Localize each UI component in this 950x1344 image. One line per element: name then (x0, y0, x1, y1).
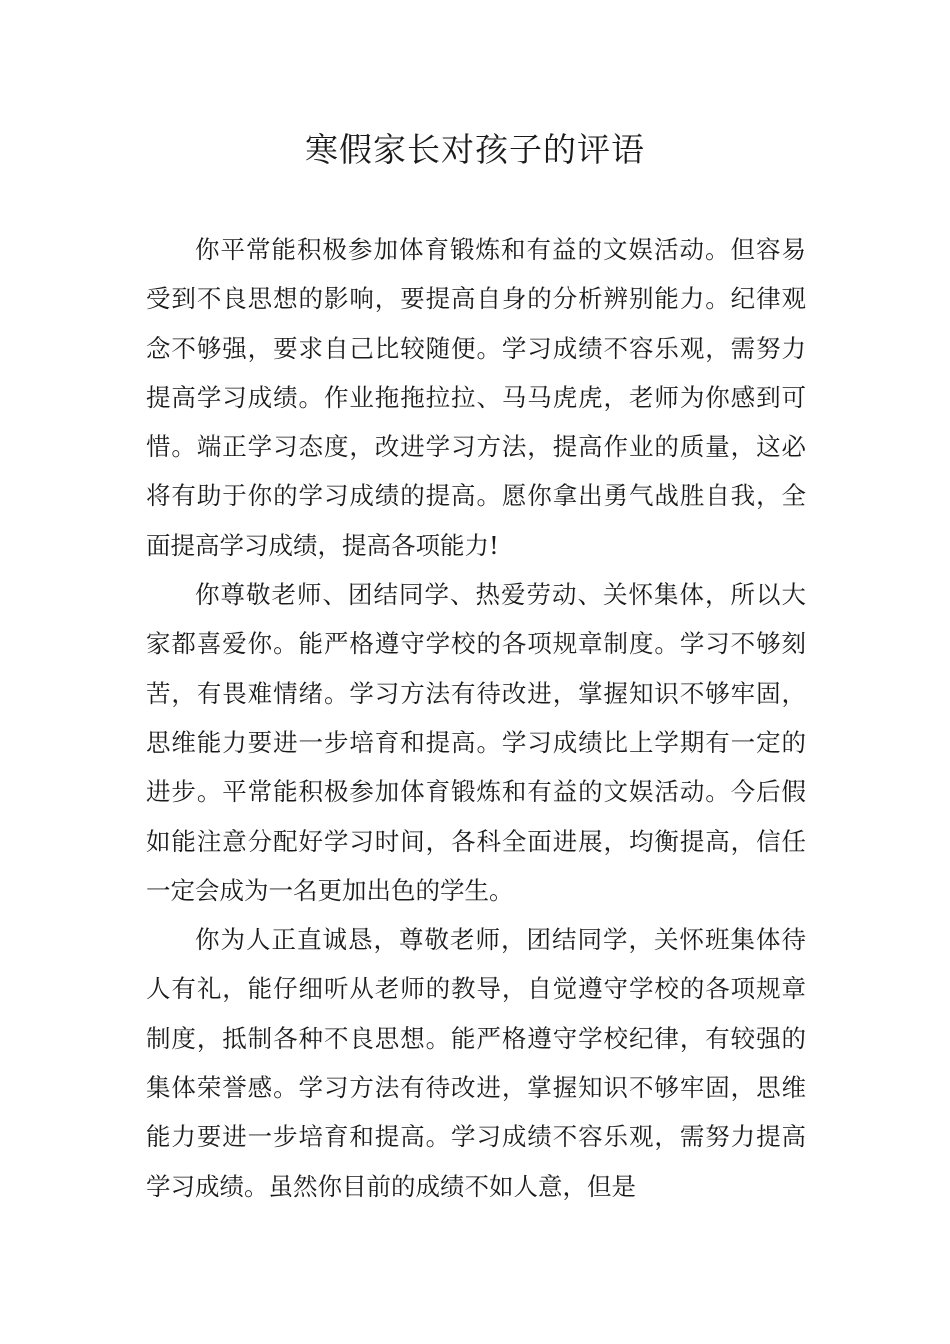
document-body (146, 225, 806, 1211)
paragraph-1: 你平常能积极参加体育锻炼和有益的文娱活动。但容易受到不良思想的影响，要提高自身的分析辨别能力。纪律观念不够强，要求自己比较随便。学习成绩不容乐观，需努力提高学习成绩。作业拖拖拉拉、马马虎虎，老师为你感到可惜。端正学习态度，改进学习方法，提高作业的质量，这必将有助于你的学习成绩的提高。愿你拿出勇气战胜自我，全面提高学习成绩，提高各项能力! (146, 235, 806, 560)
document-title: 寒假家长对孩子的评语 (305, 130, 645, 169)
paragraph-3: 你为人正直诚恳，尊敬老师，团结同学，关怀班集体待人有礼，能仔细听从老师的教导，自觉遵守学校的各项规章制度，抵制各种不良思想。能严格遵守学校纪律，有较强的集体荣誉感。学习方法有待改进，掌握知识不够牢固，思维能力要进一步培育和提高。学习成绩不容乐观，需努力提高学习成绩。虽然你目前的成绩不如人意，但是 (146, 925, 806, 1201)
paragraph-2: 你尊敬老师、团结同学、热爱劳动、关怀集体，所以大家都喜爱你。能严格遵守学校的各项规章制度。学习不够刻苦，有畏难情绪。学习方法有待改进，掌握知识不够牢固，思维能力要进一步培育和提高。学习成绩比上学期有一定的进步。平常能积极参加体育锻炼和有益的文娱活动。今后假如能注意分配好学习时间，各科全面进展，均衡提高，信任一定会成为一名更加出色的学生。 (146, 580, 806, 905)
